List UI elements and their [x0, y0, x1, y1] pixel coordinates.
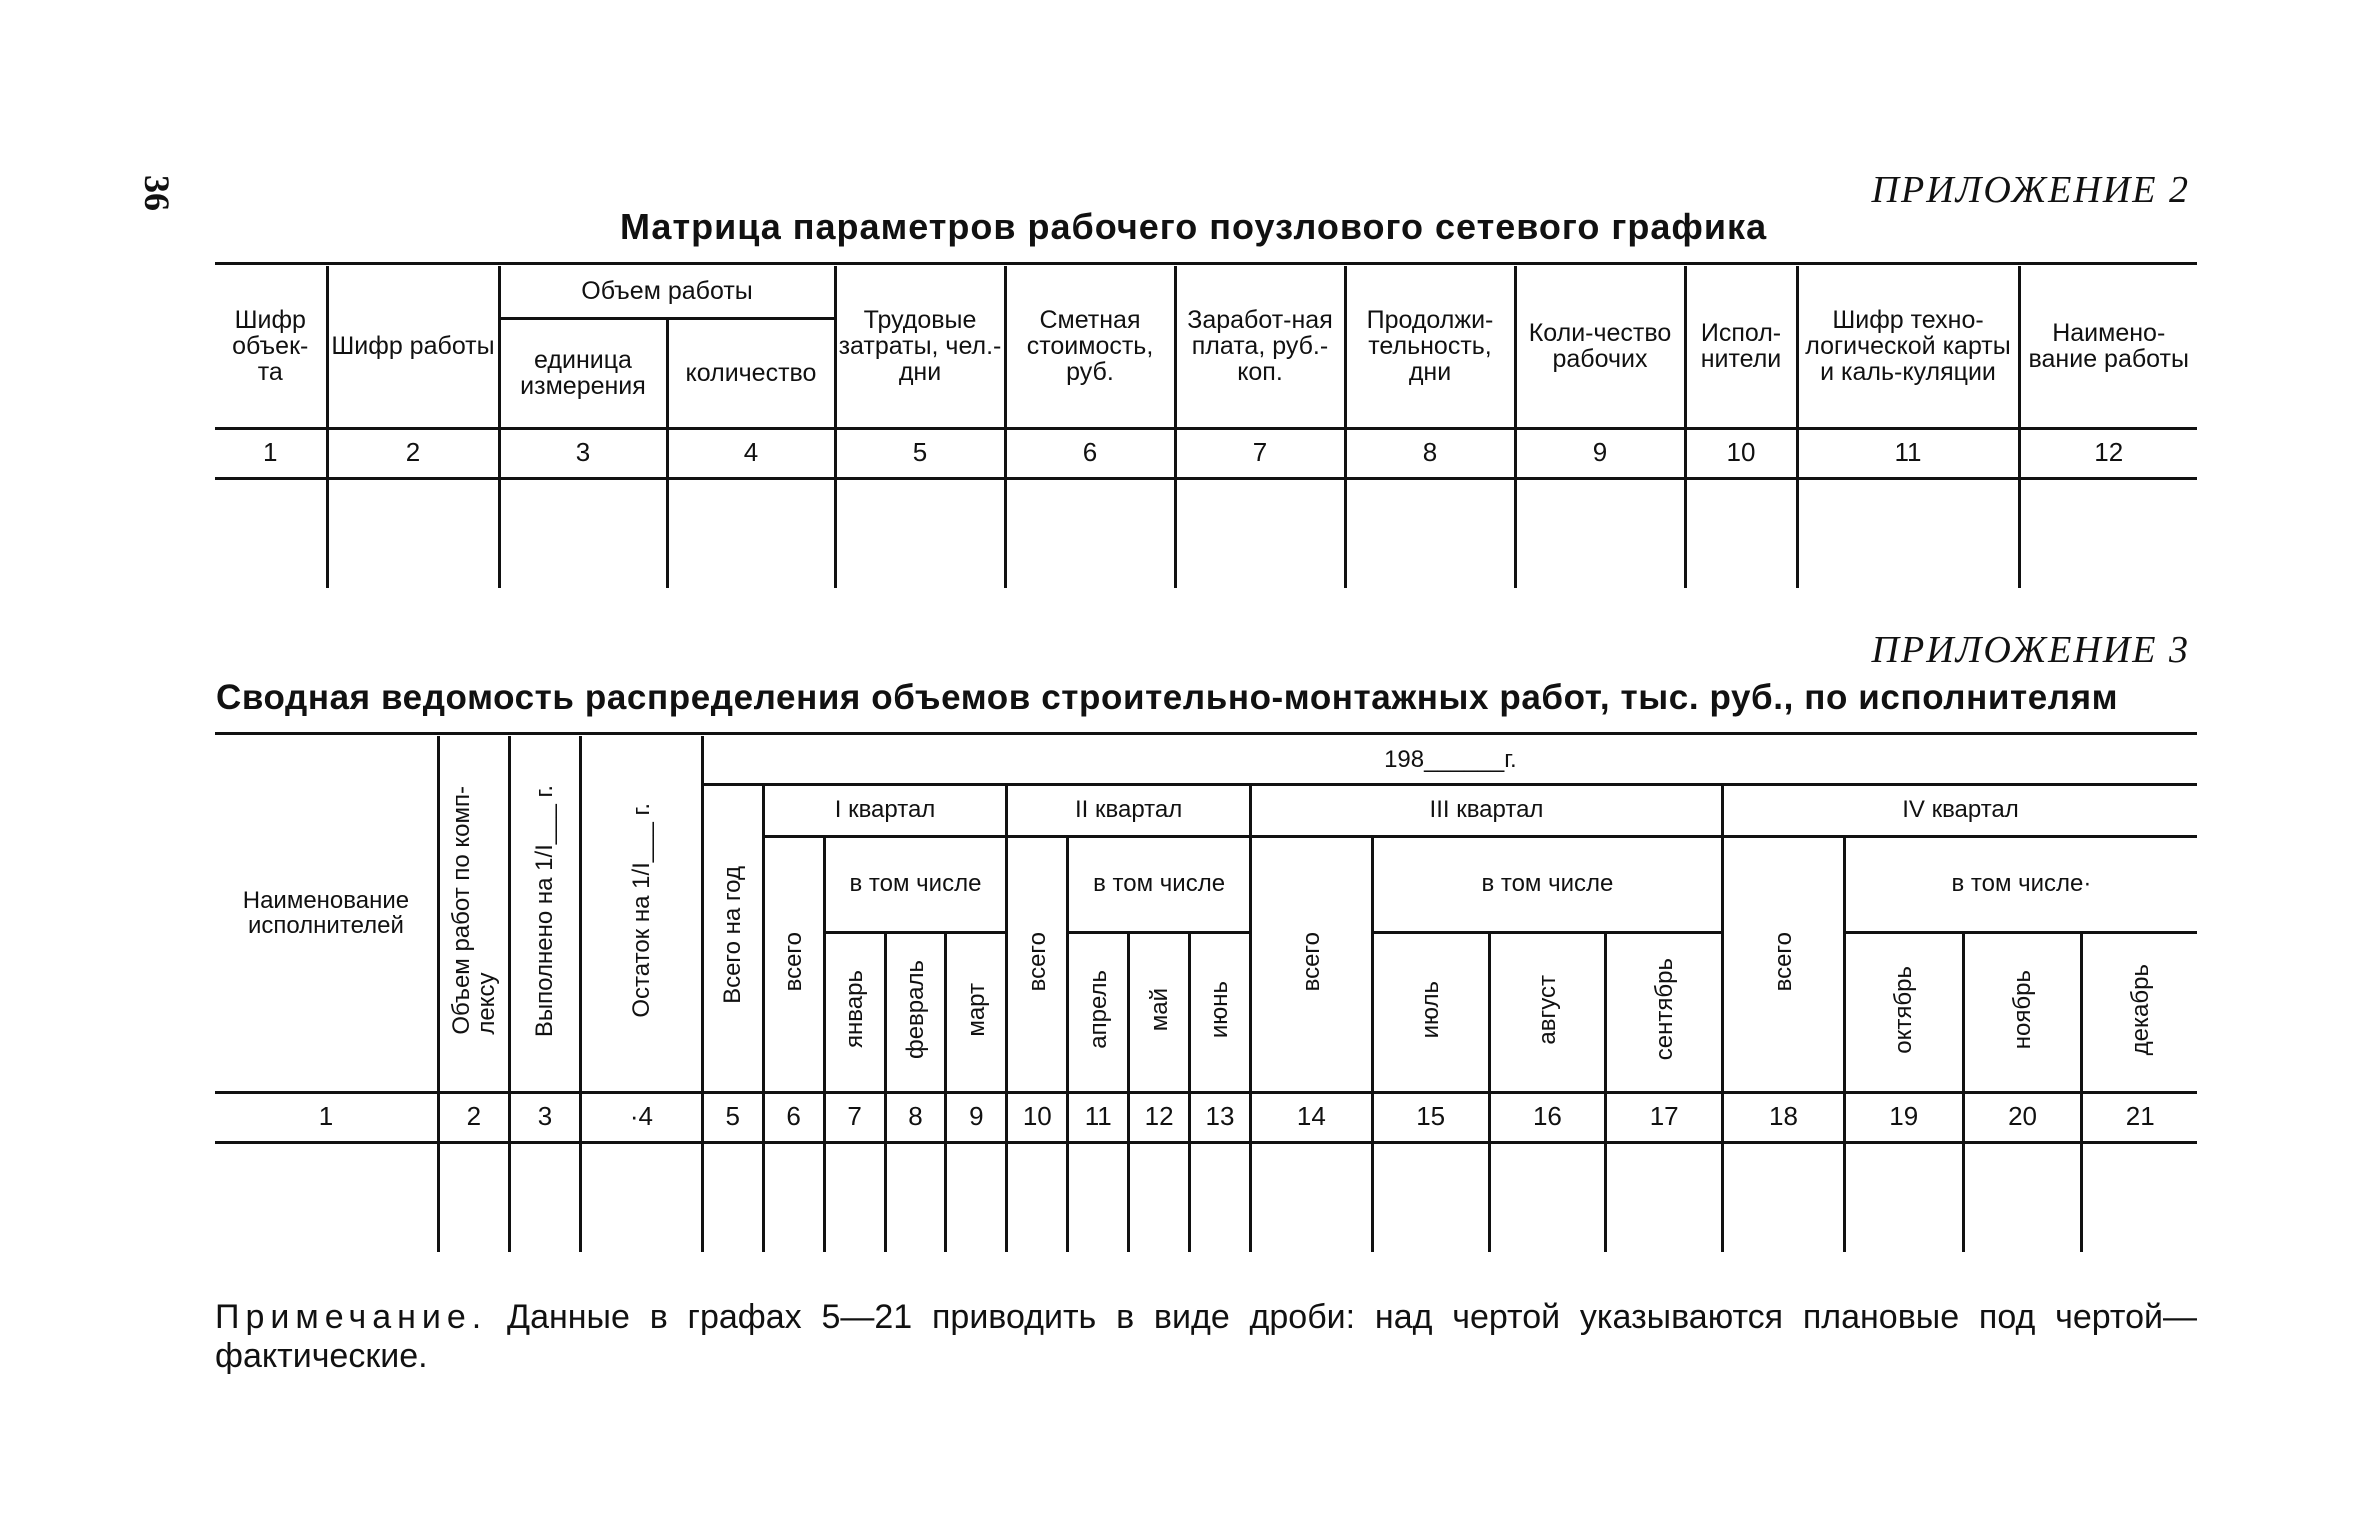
data-cell: [1489, 1142, 1606, 1252]
col-number-9: 9: [1515, 428, 1685, 478]
footnote: [215, 1298, 2197, 1376]
col-number-3: 3: [509, 1092, 580, 1142]
col-number-12: 12: [2019, 428, 2197, 478]
header-month-jan: [824, 932, 885, 1092]
header-work-volume: Объем работы: [499, 266, 835, 318]
header-complex-volume: [438, 736, 509, 1092]
header-q2-total-text: всего: [1023, 931, 1051, 992]
data-cell: [499, 478, 667, 588]
appendix-2-label: ПРИЛОЖЕНИЕ 2: [1871, 169, 2190, 211]
header-object-code: Шифр объек- та: [215, 266, 327, 428]
header-executors: Испол-нители: [1685, 266, 1797, 428]
header-month-may: [1129, 932, 1190, 1092]
page-number: 36: [137, 175, 177, 211]
data-cell: [2019, 478, 2197, 588]
col-number-4: ·4: [580, 1092, 702, 1142]
footnote-text: Данные в графах 5—21 приводить в виде дроби: над чертой указываются плановые под чертой—фактические.: [215, 1298, 2197, 1376]
header-q4-including: в том числе·: [1844, 836, 2197, 932]
header-month-feb: [885, 932, 946, 1092]
col-number-13: 13: [1190, 1092, 1251, 1142]
col-number-3: 3: [499, 428, 667, 478]
header-completed-text: Выполнено на 1/I___ г.: [531, 784, 559, 1037]
col-number-11: 11: [1797, 428, 2019, 478]
col-number-12: 12: [1129, 1092, 1190, 1142]
header-wages: Заработ-ная плата, руб.-коп.: [1175, 266, 1345, 428]
col-number-15: 15: [1372, 1092, 1489, 1142]
data-cell: [1129, 1142, 1190, 1252]
header-q2-including: в том числе: [1068, 836, 1251, 932]
data-cell: [1963, 1142, 2082, 1252]
header-month-mar: [946, 932, 1007, 1092]
col-number-16: 16: [1489, 1092, 1606, 1142]
header-labor-costs: Трудовые затраты, чел.-дни: [835, 266, 1005, 428]
header-month-jul: [1372, 932, 1489, 1092]
header-month-apr: [1068, 932, 1129, 1092]
col-number-21: 21: [2082, 1092, 2197, 1142]
data-cell: [1007, 1142, 1068, 1252]
header-q1: I квартал: [763, 784, 1007, 836]
col-number-1: 1: [215, 428, 327, 478]
data-cell: [1723, 1142, 1845, 1252]
col-number-19: 19: [1844, 1092, 1963, 1142]
header-q3-total: [1250, 836, 1372, 1092]
data-cell: [1005, 478, 1175, 588]
header-month-oct-text: октябрь: [1890, 965, 1918, 1054]
header-q4: IV квартал: [1723, 784, 2197, 836]
data-cell: [835, 478, 1005, 588]
col-number-5: 5: [835, 428, 1005, 478]
data-cell: [438, 1142, 509, 1252]
data-cell: [1175, 478, 1345, 588]
header-quantity: количество: [667, 318, 835, 428]
col-number-6: 6: [763, 1092, 824, 1142]
col-number-9: 9: [946, 1092, 1007, 1142]
header-q2-total: [1007, 836, 1068, 1092]
header-year-total: [702, 784, 763, 1092]
header-month-jul-text: июль: [1417, 980, 1445, 1039]
col-number-8: 8: [1345, 428, 1515, 478]
col-number-11: 11: [1068, 1092, 1129, 1142]
header-month-jun: [1190, 932, 1251, 1092]
header-month-nov: [1963, 932, 2082, 1092]
header-month-sep-text: сентябрь: [1650, 958, 1678, 1061]
data-cell: [1250, 1142, 1372, 1252]
header-q3-including: в том числе: [1372, 836, 1722, 932]
data-cell: [2082, 1142, 2197, 1252]
data-cell: [1685, 478, 1797, 588]
data-cell: [702, 1142, 763, 1252]
header-workers-count: Коли-чество рабочих: [1515, 266, 1685, 428]
data-cell: [1606, 1142, 1723, 1252]
header-tech-card-code: Шифр техно-логической карты и каль-куляции: [1797, 266, 2019, 428]
header-month-feb-text: февраль: [901, 959, 929, 1059]
data-cell: [1345, 478, 1515, 588]
header-month-apr-text: апрель: [1084, 970, 1112, 1049]
header-month-aug: [1489, 932, 1606, 1092]
data-cell: [1515, 478, 1685, 588]
col-number-7: 7: [1175, 428, 1345, 478]
header-work-name: Наимено-вание работы: [2019, 266, 2197, 428]
appendix-2-title: Матрица параметров рабочего поузлового сетевого графика: [620, 206, 1768, 247]
data-cell: [885, 1142, 946, 1252]
data-cell: [1190, 1142, 1251, 1252]
col-number-17: 17: [1606, 1092, 1723, 1142]
title-rule-1: [215, 262, 2197, 265]
header-month-sep: [1606, 932, 1723, 1092]
data-cell: [946, 1142, 1007, 1252]
header-q3: III квартал: [1250, 784, 1722, 836]
data-cell: [1844, 1142, 1963, 1252]
header-month-dec: [2082, 932, 2197, 1092]
col-number-6: 6: [1005, 428, 1175, 478]
footnote-prefix: Примечание.: [215, 1298, 488, 1336]
header-month-may-text: май: [1145, 987, 1173, 1032]
col-number-18: 18: [1723, 1092, 1845, 1142]
col-number-2: 2: [327, 428, 499, 478]
col-number-20: 20: [1963, 1092, 2082, 1142]
header-work-code: Шифр работы: [327, 266, 499, 428]
header-month-jan-text: январь: [840, 970, 868, 1049]
data-cell: [1797, 478, 2019, 588]
title-rule-2: [215, 732, 2197, 735]
header-q3-total-text: всего: [1297, 931, 1325, 992]
header-month-dec-text: декабрь: [2126, 963, 2154, 1056]
col-number-1: 1: [215, 1092, 438, 1142]
header-month-oct: [1844, 932, 1963, 1092]
header-complex-volume-text: Объем работ по комп- лексу: [447, 786, 500, 1035]
summary-table: [215, 736, 2197, 1252]
col-number-14: 14: [1250, 1092, 1372, 1142]
header-q1-including: в том числе: [824, 836, 1007, 932]
header-year: 198______г.: [702, 736, 2197, 784]
data-cell: [824, 1142, 885, 1252]
data-cell: [215, 478, 327, 588]
data-cell: [667, 478, 835, 588]
col-number-2: 2: [438, 1092, 509, 1142]
header-completed: [509, 736, 580, 1092]
data-cell: [580, 1142, 702, 1252]
col-number-8: 8: [885, 1092, 946, 1142]
col-number-4: 4: [667, 428, 835, 478]
appendix-3-title: Сводная ведомость распределения объемов строительно-монтажных работ, тыс. руб., по исполнителям: [216, 678, 2119, 717]
col-number-10: 10: [1007, 1092, 1068, 1142]
header-year-total-text: Всего на год: [719, 866, 747, 1005]
col-number-7: 7: [824, 1092, 885, 1142]
appendix-3-label: ПРИЛОЖЕНИЕ 3: [1871, 629, 2190, 671]
header-remainder: [580, 736, 702, 1092]
header-month-nov-text: ноябрь: [2008, 969, 2036, 1049]
header-remainder-text: Остаток на 1/I___ г.: [627, 803, 655, 1018]
header-estimated-cost: Сметная стоимость, руб.: [1005, 266, 1175, 428]
header-month-mar-text: март: [962, 982, 990, 1037]
data-cell: [763, 1142, 824, 1252]
data-cell: [509, 1142, 580, 1252]
data-cell: [1068, 1142, 1129, 1252]
header-unit: единица измерения: [499, 318, 667, 428]
data-cell: [1372, 1142, 1489, 1252]
col-number-10: 10: [1685, 428, 1797, 478]
header-duration: Продолжи-тельность, дни: [1345, 266, 1515, 428]
header-q4-total-text: всего: [1769, 931, 1797, 992]
data-cell: [215, 1142, 438, 1252]
header-month-aug-text: август: [1533, 974, 1561, 1045]
header-executors-name: Наименование исполнителей: [215, 736, 438, 1092]
header-q1-total: [763, 836, 824, 1092]
header-q1-total-text: всего: [780, 931, 808, 992]
col-number-5: 5: [702, 1092, 763, 1142]
header-q2: II квартал: [1007, 784, 1251, 836]
matrix-table: [215, 266, 2197, 588]
header-q4-total: [1723, 836, 1845, 1092]
header-month-jun-text: июнь: [1206, 980, 1234, 1038]
data-cell: [327, 478, 499, 588]
